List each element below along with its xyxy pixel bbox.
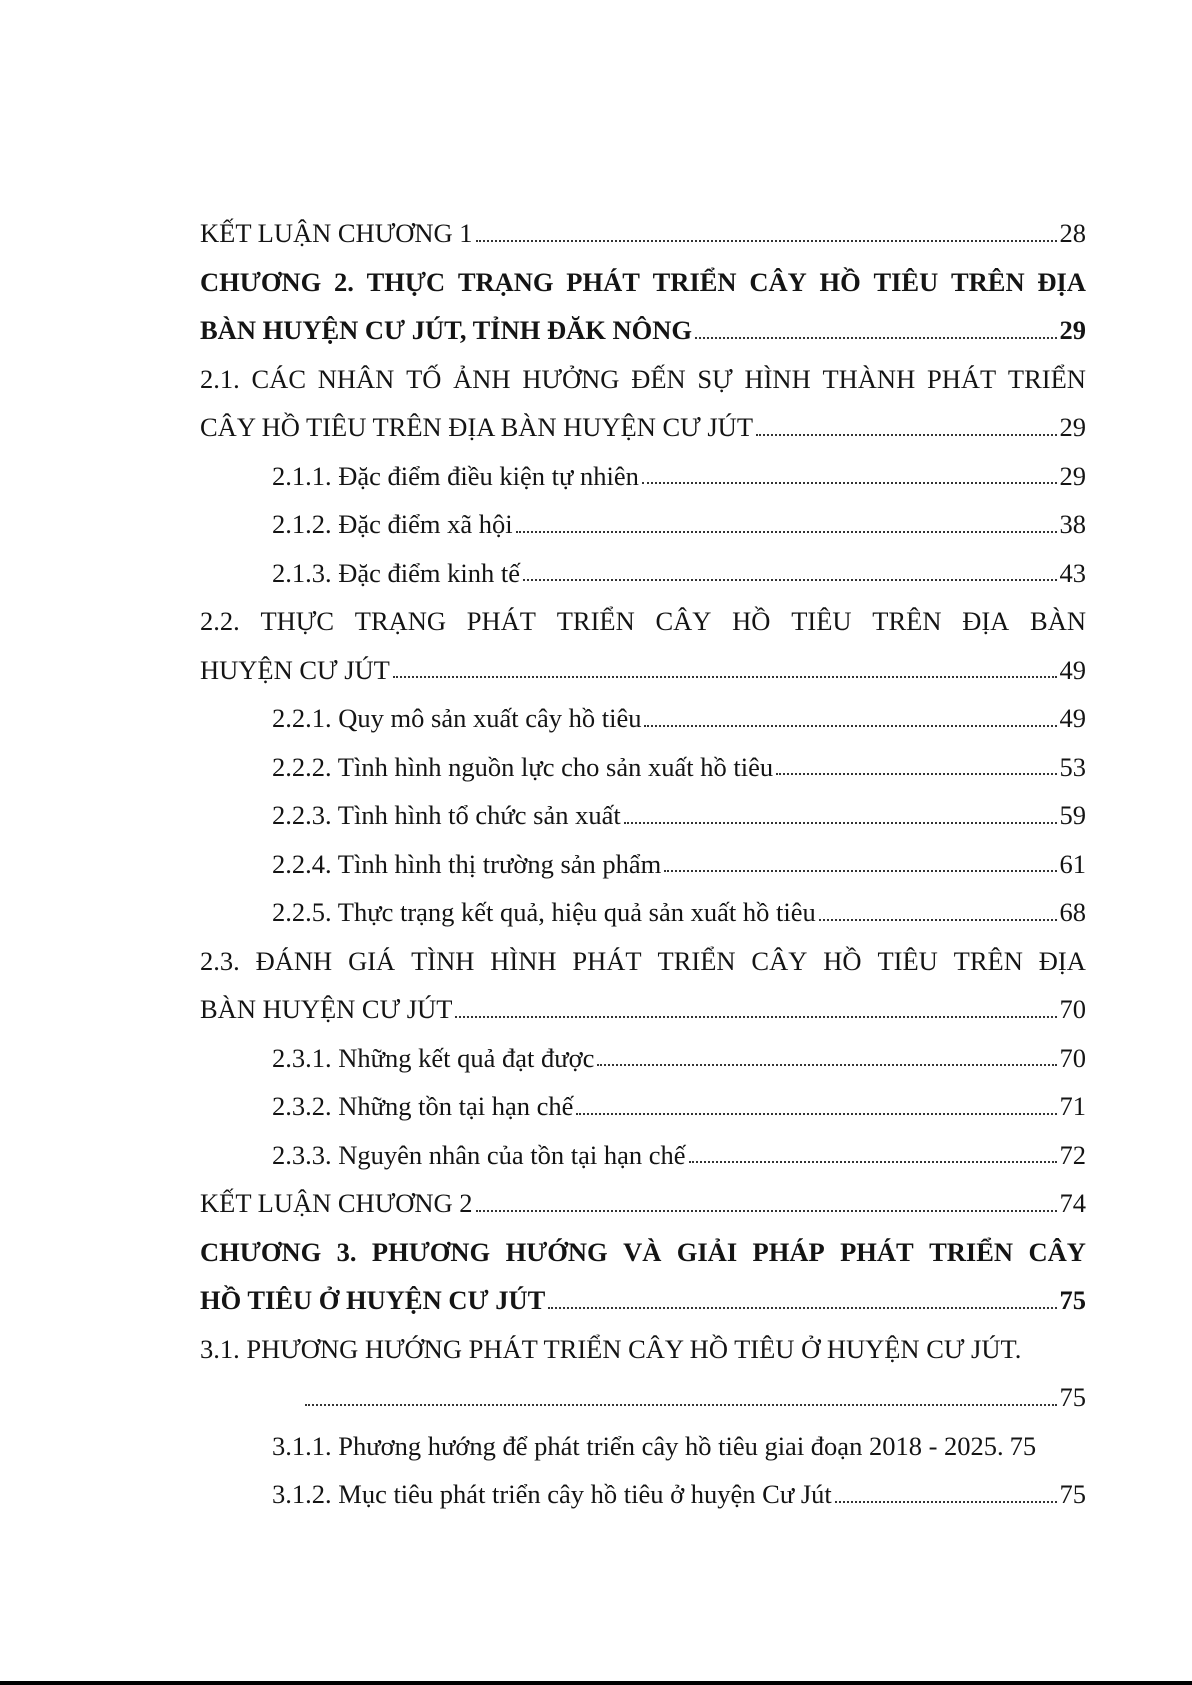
toc-word: CÁC — [251, 363, 306, 394]
toc-word: PHƯƠNG — [371, 1236, 491, 1267]
toc-entry-chapter-2-line1[interactable] — [200, 247, 1086, 296]
toc-word: CHƯƠNG — [200, 1236, 322, 1267]
toc-word: TỐ — [406, 363, 442, 394]
toc-page-number: 53 — [1059, 751, 1086, 782]
toc-word: ĐỊA — [1037, 266, 1086, 297]
toc-word: TRÊN — [953, 945, 1023, 976]
toc-word: PHÁP — [752, 1236, 825, 1267]
toc-word: TRẠNG — [354, 606, 447, 636]
toc-entry-2-2-line1[interactable] — [200, 586, 1086, 635]
toc-word: 2. — [333, 266, 354, 297]
toc-word: TÌNH — [411, 945, 475, 976]
toc-word: HÌNH — [744, 363, 811, 394]
toc-entry-title: CÂY HỒ TIÊU TRÊN ĐỊA BÀN HUYỆN CƯ JÚT — [200, 412, 754, 442]
toc-leader-dots — [644, 725, 1056, 727]
toc-leader-dots — [476, 1210, 1057, 1212]
toc-entry-2-1-3[interactable] — [200, 538, 1086, 587]
toc-entry-2-1-line2[interactable] — [200, 392, 1086, 441]
toc-word: TRẠNG — [457, 266, 554, 297]
toc-word: ĐẾN — [631, 363, 686, 394]
toc-leader-dots — [756, 434, 1056, 436]
toc-page-number: 29 — [1059, 412, 1086, 442]
toc-word: TRÊN — [872, 606, 942, 636]
toc-word: PHÁT — [926, 363, 997, 394]
toc-entry-title: 2.1.3. Đặc điểm kinh tế — [272, 557, 521, 588]
toc-entry-2-3-2[interactable] — [200, 1071, 1086, 1120]
toc-page-number: 70 — [1059, 994, 1086, 1024]
toc-word: GIẢI — [676, 1236, 738, 1267]
toc-word: HÌNH — [490, 945, 557, 976]
toc-word: SỰ — [697, 363, 733, 394]
toc-entry-title: 2.3.1. Những kết quả đạt được — [272, 1042, 595, 1073]
toc-word: CÂY — [1028, 1236, 1086, 1267]
toc-entry-3-1-line2[interactable] — [200, 1362, 1086, 1411]
toc-word: HỒ — [819, 266, 861, 297]
toc-leader-dots — [455, 1016, 1056, 1018]
toc-entry-title: 3.1.1. Phương hướng để phát triển cây hồ tiêu giai đoạn 2018 - 2025. — [272, 1430, 1004, 1461]
toc-page-number: 75 — [1059, 1479, 1086, 1509]
toc-word: THÀNH — [822, 363, 916, 394]
toc-leader-dots — [305, 1404, 1057, 1406]
toc-leader-dots — [664, 870, 1056, 872]
toc-entry-title: BÀN HUYỆN CƯ JÚT — [200, 994, 453, 1024]
toc-entry-title: BÀN HUYỆN CƯ JÚT, TỈNH ĐĂK NÔNG — [200, 315, 692, 345]
toc-word: ĐÁNH — [255, 945, 333, 976]
toc-entry-3-1-2[interactable] — [200, 1459, 1086, 1508]
toc-entry-title: 2.2.3. Tình hình tổ chức sản xuất — [272, 800, 621, 830]
toc-leader-dots — [776, 773, 1056, 775]
toc-word: VÀ — [623, 1236, 662, 1267]
toc-entry-title: 2.1.2. Đặc điểm xã hội — [272, 509, 513, 539]
toc-entry-title: 2.1.1. Đặc điểm điều kiện tự nhiên — [272, 460, 639, 491]
toc-page-number: 70 — [1059, 1042, 1086, 1073]
toc-entry-2-2-1[interactable] — [200, 683, 1086, 732]
toc-word: HỒ — [823, 945, 862, 976]
toc-page-number: 72 — [1059, 1139, 1086, 1170]
toc-word: CÂY — [655, 606, 712, 636]
toc-entry-chapter-3-line2[interactable] — [200, 1265, 1086, 1314]
toc-word: TRIỂN — [929, 1236, 1014, 1267]
toc-leader-dots — [597, 1064, 1056, 1066]
toc-page-number: 71 — [1059, 1091, 1086, 1121]
toc-page-number: 75 — [1009, 1430, 1037, 1461]
table-of-contents — [200, 198, 1086, 1508]
toc-entry-2-2-5[interactable] — [200, 877, 1086, 926]
toc-page-number: 68 — [1059, 897, 1086, 927]
toc-word: CÂY — [751, 945, 808, 976]
toc-word: ĐỊA — [962, 606, 1010, 636]
toc-word: TRIỂN — [556, 606, 635, 636]
toc-entry-2-3-line1[interactable] — [200, 926, 1086, 975]
toc-word: TIÊU — [873, 266, 939, 297]
toc-entry-conclusion-1[interactable] — [200, 198, 1086, 247]
toc-entry-title: 2.2.2. Tình hình nguồn lực cho sản xuất hồ tiêu — [272, 751, 774, 782]
toc-leader-dots — [393, 676, 1057, 678]
toc-entry-title: KẾT LUẬN CHƯƠNG 1 — [200, 218, 473, 248]
toc-entry-chapter-3-line1[interactable] — [200, 1217, 1086, 1266]
toc-leader-dots — [476, 240, 1057, 242]
toc-entry-2-1-1[interactable] — [200, 441, 1086, 490]
toc-leader-dots — [523, 579, 1056, 581]
toc-entry-title: KẾT LUẬN CHƯƠNG 2 — [200, 1188, 473, 1218]
toc-page-number: 61 — [1059, 848, 1086, 879]
toc-leader-dots — [642, 482, 1057, 484]
toc-entry-title: 2.3.2. Những tồn tại hạn chế — [272, 1091, 574, 1121]
toc-word: HƯỞNG — [522, 363, 620, 394]
toc-word: TRIỂN — [657, 945, 736, 976]
toc-word: PHÁT — [566, 266, 640, 297]
toc-page-number: 38 — [1059, 509, 1086, 539]
toc-word: THỰC — [366, 266, 446, 297]
toc-leader-dots — [516, 531, 1057, 533]
toc-leader-dots — [835, 1501, 1057, 1503]
toc-word: TRIỂN — [652, 266, 737, 297]
toc-page-number: 29 — [1059, 315, 1086, 345]
toc-entry-2-3-line2[interactable] — [200, 974, 1086, 1023]
toc-word: CÂY — [749, 266, 807, 297]
toc-word: 3. — [336, 1236, 357, 1267]
toc-entry-title: 3.1. PHƯƠNG HƯỚNG PHÁT TRIỂN CÂY HỒ TIÊU Ở HUYỆN CƯ JÚT. — [200, 1333, 1022, 1364]
toc-word: BÀN — [1030, 606, 1086, 636]
toc-entry-2-1-2[interactable] — [200, 489, 1086, 538]
toc-leader-dots — [624, 822, 1057, 824]
toc-word: TIÊU — [877, 945, 938, 976]
toc-word: TRIỂN — [1007, 363, 1086, 394]
toc-entry-title: HỒ TIÊU Ở HUYỆN CƯ JÚT — [200, 1285, 546, 1315]
toc-page-number: 74 — [1059, 1188, 1086, 1218]
toc-leader-dots — [576, 1113, 1056, 1115]
toc-entry-2-1-line1[interactable] — [200, 344, 1086, 393]
toc-entry-title: 2.2.5. Thực trạng kết quả, hiệu quả sản xuất hồ tiêu — [272, 897, 816, 927]
toc-word: GIÁ — [348, 945, 396, 976]
page-bottom-edge — [0, 1681, 1192, 1685]
toc-word: HỒ — [732, 606, 771, 636]
toc-entry-2-2-line2[interactable] — [200, 635, 1086, 684]
toc-word: 2.2. — [200, 606, 240, 636]
toc-entry-3-1-line1[interactable] — [200, 1314, 1086, 1363]
toc-entry-chapter-2-line2[interactable] — [200, 295, 1086, 344]
toc-leader-dots — [819, 919, 1057, 921]
toc-entry-3-1-1[interactable] — [200, 1411, 1086, 1460]
toc-word: PHÁT — [572, 945, 642, 976]
toc-entry-2-3-3[interactable] — [200, 1120, 1086, 1169]
toc-entry-title: 2.2.1. Quy mô sản xuất cây hồ tiêu — [272, 703, 642, 733]
toc-word: THỰC — [260, 606, 335, 636]
toc-page-number: 49 — [1059, 654, 1086, 685]
toc-entry-title: 2.2.4. Tình hình thị trường sản phẩm — [272, 848, 662, 879]
toc-entry-2-3-1[interactable] — [200, 1023, 1086, 1072]
toc-leader-dots — [689, 1161, 1057, 1163]
toc-word: 2.1. — [200, 363, 240, 394]
toc-entry-2-2-2[interactable] — [200, 732, 1086, 781]
toc-word: ĐỊA — [1038, 945, 1086, 976]
toc-word: HƯỚNG — [505, 1236, 608, 1267]
toc-word: CHƯƠNG — [200, 266, 322, 297]
toc-leader-dots — [548, 1307, 1056, 1309]
toc-entry-title: HUYỆN CƯ JÚT — [200, 654, 390, 685]
toc-word: PHÁT — [840, 1236, 914, 1267]
toc-page-number: 28 — [1059, 218, 1086, 248]
toc-entry-2-2-3[interactable] — [200, 780, 1086, 829]
toc-entry-2-2-4[interactable] — [200, 829, 1086, 878]
toc-word: TIÊU — [791, 606, 852, 636]
toc-page-number: 75 — [1059, 1382, 1086, 1412]
toc-word: NHÂN — [317, 363, 395, 394]
toc-word: TRÊN — [950, 266, 1025, 297]
toc-word: 2.3. — [200, 945, 240, 976]
toc-entry-title: 2.3.3. Nguyên nhân của tồn tại hạn chế — [272, 1139, 686, 1170]
toc-page-number: 43 — [1059, 557, 1086, 588]
toc-entry-title: 3.1.2. Mục tiêu phát triển cây hồ tiêu ở huyện Cư Jút — [272, 1479, 832, 1509]
toc-word: PHÁT — [466, 606, 536, 636]
toc-word: ẢNH — [453, 363, 511, 394]
toc-page-number: 49 — [1059, 703, 1086, 733]
toc-page-number: 75 — [1059, 1285, 1086, 1315]
toc-page-number: 59 — [1059, 800, 1086, 830]
toc-entry-conclusion-2[interactable] — [200, 1168, 1086, 1217]
toc-page-number: 29 — [1059, 460, 1086, 491]
toc-leader-dots — [695, 337, 1057, 339]
